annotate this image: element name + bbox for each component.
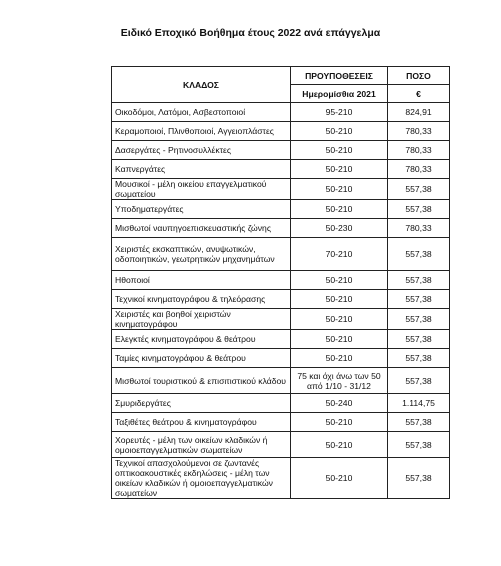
table-header xyxy=(112,67,450,103)
cell-poso: 557,38 xyxy=(388,238,450,271)
cell-poso: 557,38 xyxy=(388,271,450,290)
table-row xyxy=(112,179,450,200)
cell-proypotheseis: 70-210 xyxy=(291,238,388,271)
table-row xyxy=(112,160,450,179)
cell-proypotheseis: 50-210 xyxy=(291,432,388,458)
header-currency: € xyxy=(388,85,450,103)
page-title: Ειδικό Εποχικό Βοήθημα έτους 2022 ανά επάγγελμα xyxy=(120,27,381,39)
cell-poso: 557,38 xyxy=(388,368,450,394)
cell-poso: 557,38 xyxy=(388,309,450,330)
cell-klados: Μισθωτοί ναυπηγοεπισκευαστικής ζώνης xyxy=(112,219,291,238)
table-row xyxy=(112,458,450,499)
header-imeromisthia: Ημερομίσθια 2021 xyxy=(291,85,388,103)
cell-klados: Τεχνικοί απασχολούμενοι σε ζωντανές οπτικοακουστικές εκδηλώσεις - μέλη των οικείων κλαδικών ή ομοιοεπαγγελματικών σωματείων xyxy=(112,458,291,499)
cell-klados: Χορευτές - μέλη των οικείων κλαδικών ή ομοιοεπαγγελματικών σωματείων xyxy=(112,432,291,458)
cell-klados: Δασεργάτες - Ρητινοσυλλέκτες xyxy=(112,141,291,160)
cell-klados: Κεραμοποιοί, Πλινθοποιοί, Αγγειοπλάστες xyxy=(112,122,291,141)
table-row xyxy=(112,330,450,349)
cell-poso: 557,38 xyxy=(388,179,450,200)
cell-poso: 557,38 xyxy=(388,330,450,349)
cell-proypotheseis: 50-210 xyxy=(291,141,388,160)
cell-proypotheseis: 75 και όχι άνω των 50 από 1/10 - 31/12 xyxy=(291,368,388,394)
table-row xyxy=(112,200,450,219)
cell-klados: Ταμίες κινηματογράφου & θεάτρου xyxy=(112,349,291,368)
header-klados: ΚΛΑΔΟΣ xyxy=(112,67,291,103)
cell-proypotheseis: 50-210 xyxy=(291,330,388,349)
table-row xyxy=(112,413,450,432)
table-row xyxy=(112,122,450,141)
table-row xyxy=(112,271,450,290)
cell-proypotheseis: 50-210 xyxy=(291,271,388,290)
cell-klados: Μισθωτοί τουριστικού & επισιτιστικού κλάδου xyxy=(112,368,291,394)
cell-klados: Σμυριδεργάτες xyxy=(112,394,291,413)
cell-proypotheseis: 50-210 xyxy=(291,290,388,309)
cell-poso: 557,38 xyxy=(388,349,450,368)
cell-proypotheseis: 50-210 xyxy=(291,349,388,368)
cell-proypotheseis: 50-210 xyxy=(291,122,388,141)
header-proypotheseis: ΠΡΟΥΠΟΘΕΣΕΙΣ xyxy=(291,67,388,85)
cell-proypotheseis: 50-210 xyxy=(291,160,388,179)
cell-klados: Ελεγκτές κινηματογράφου & θεάτρου xyxy=(112,330,291,349)
table-row xyxy=(112,349,450,368)
benefits-table xyxy=(111,66,450,499)
cell-poso: 824,91 xyxy=(388,103,450,122)
table-row xyxy=(112,290,450,309)
cell-poso: 557,38 xyxy=(388,458,450,499)
cell-proypotheseis: 50-210 xyxy=(291,179,388,200)
table-body xyxy=(112,103,450,499)
cell-klados: Τεχνικοί κινηματογράφου & τηλεόρασης xyxy=(112,290,291,309)
cell-klados: Υποδηματεργάτες xyxy=(112,200,291,219)
cell-proypotheseis: 50-230 xyxy=(291,219,388,238)
table-row xyxy=(112,394,450,413)
table-row xyxy=(112,219,450,238)
cell-poso: 557,38 xyxy=(388,413,450,432)
table-row xyxy=(112,103,450,122)
cell-klados: Καπνεργάτες xyxy=(112,160,291,179)
cell-proypotheseis: 50-240 xyxy=(291,394,388,413)
cell-proypotheseis: 50-210 xyxy=(291,309,388,330)
cell-klados: Οικοδόμοι, Λατόμοι, Ασβεστοποιοί xyxy=(112,103,291,122)
cell-klados: Ταξιθέτες θεάτρου & κινηματογράφου xyxy=(112,413,291,432)
cell-klados: Μουσικοί - μέλη οικείου επαγγελματικού σωματείου xyxy=(112,179,291,200)
cell-proypotheseis: 50-210 xyxy=(291,458,388,499)
cell-klados: Χειριστές και βοηθοί χειριστών κινηματογράφου xyxy=(112,309,291,330)
cell-proypotheseis: 95-210 xyxy=(291,103,388,122)
cell-proypotheseis: 50-210 xyxy=(291,413,388,432)
cell-proypotheseis: 50-210 xyxy=(291,200,388,219)
cell-poso: 1.114,75 xyxy=(388,394,450,413)
table-row xyxy=(112,432,450,458)
cell-poso: 557,38 xyxy=(388,432,450,458)
table-row xyxy=(112,141,450,160)
header-poso: ΠΟΣΟ xyxy=(388,67,450,85)
cell-poso: 780,33 xyxy=(388,122,450,141)
table-row xyxy=(112,309,450,330)
table-row xyxy=(112,238,450,271)
cell-klados: Χειριστές εκσκαπτικών, ανυψωτικών, οδοποιητικών, γεωτρητικών μηχανημάτων xyxy=(112,238,291,271)
cell-poso: 557,38 xyxy=(388,290,450,309)
cell-poso: 557,38 xyxy=(388,200,450,219)
cell-poso: 780,33 xyxy=(388,141,450,160)
table-row xyxy=(112,368,450,394)
cell-klados: Ηθοποιοί xyxy=(112,271,291,290)
cell-poso: 780,33 xyxy=(388,219,450,238)
cell-poso: 780,33 xyxy=(388,160,450,179)
